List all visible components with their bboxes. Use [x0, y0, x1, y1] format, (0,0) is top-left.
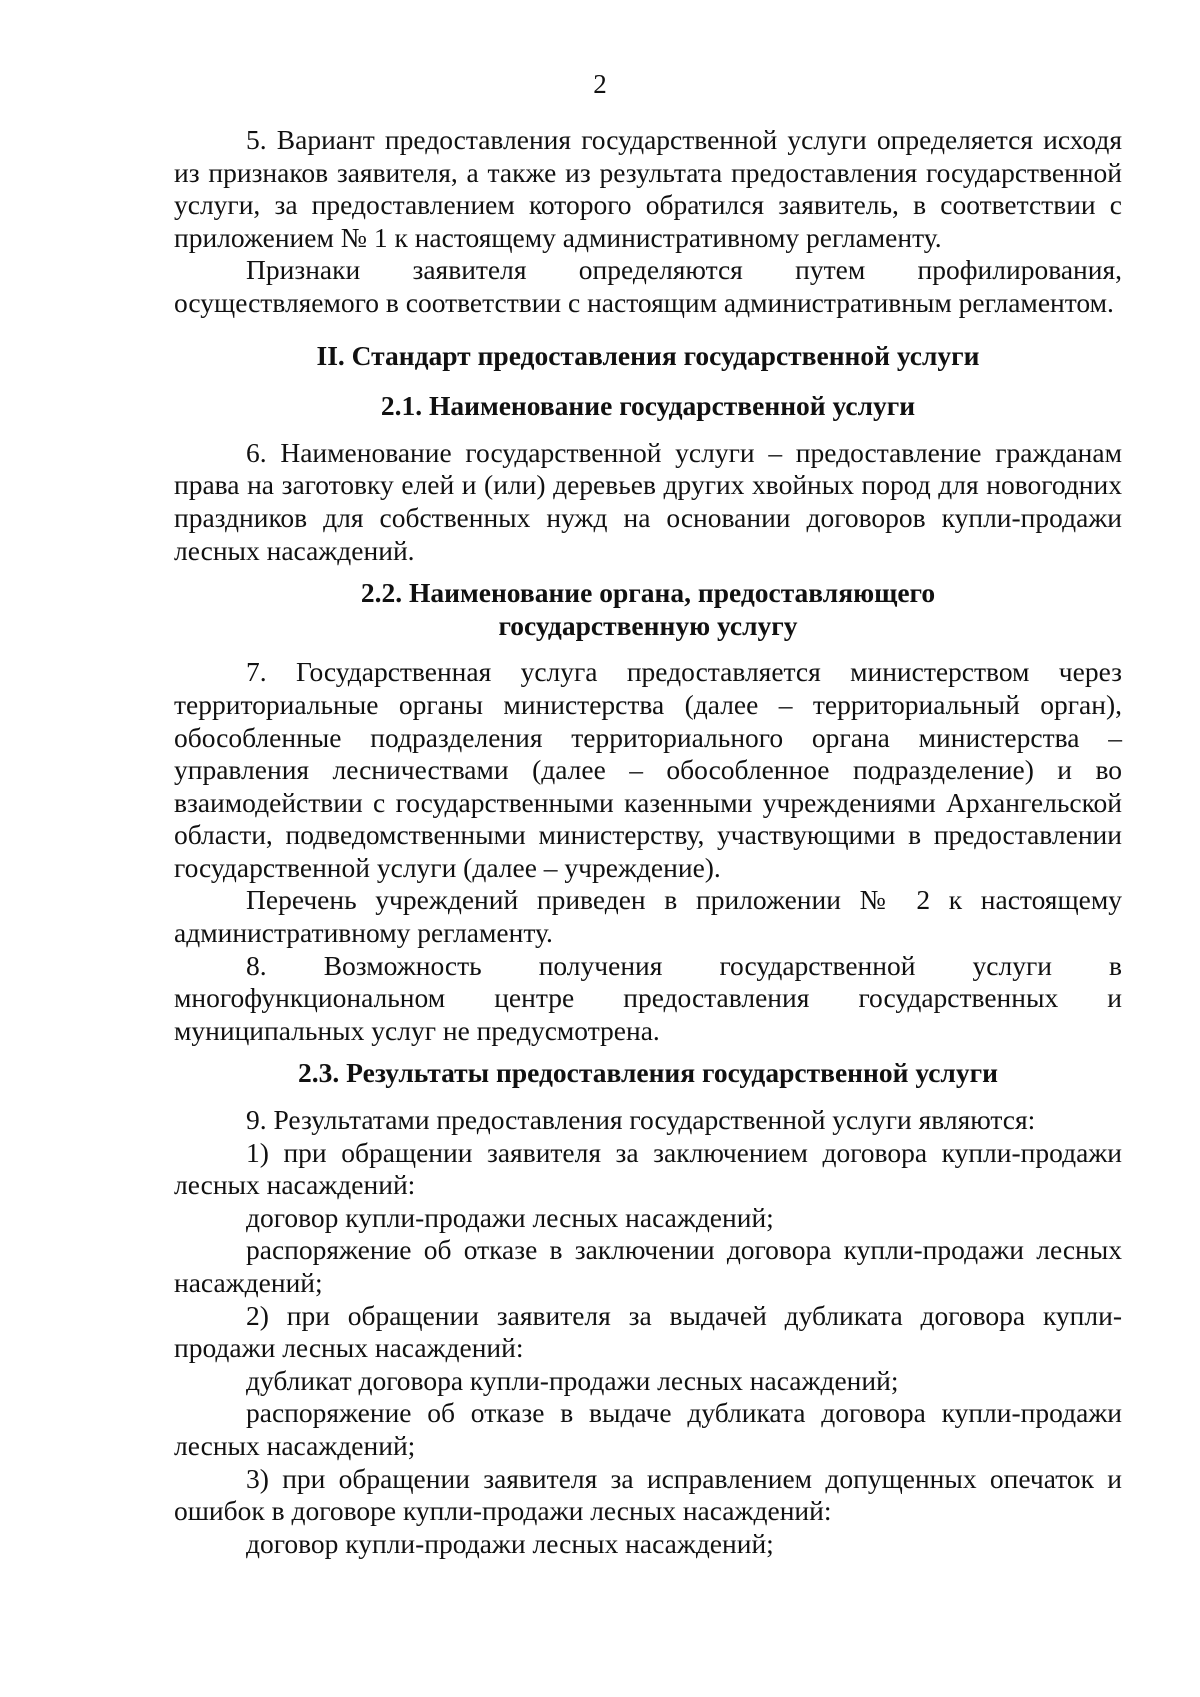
- result-item-2-duplicate: дубликат договора купли-продажи лесных насаждений;: [246, 1364, 899, 1396]
- section-2-2-heading-line2: государственную услугу: [498, 609, 798, 641]
- paragraph-institutions-list: Перечень учреждений приведен в приложении № 2 к настоящему административному регламенту.: [174, 884, 1122, 949]
- result-item-1-refusal: распоряжение об отказе в заключении договора купли-продажи лесных насаждений;: [174, 1234, 1122, 1298]
- section-ii-heading: II. Стандарт предоставления государственной услуги: [316, 339, 980, 371]
- section-2-3-heading: 2.3. Результаты предоставления государственной услуги: [298, 1057, 998, 1089]
- paragraph-6: 6. Наименование государственной услуги – предоставление гражданам права на заготовку елей и (или) деревьев других хвойных пород для новогодних праздников для собственных нужд на основании договоров купли-продажи лесных насаждений.: [174, 436, 1122, 566]
- result-item-2: 2) при обращении заявителя за выдачей дубликата договора купли-продажи лесных насаждений:: [174, 1299, 1122, 1364]
- document-body: [174, 124, 1122, 1560]
- paragraph-9: 9. Результатами предоставления государственной услуги являются:: [246, 1104, 1036, 1136]
- paragraph-7: 7. Государственная услуга предоставляется министерством через территориальные органы министерства (далее – территориальный орган), обособленные подразделения территориального органа министерства – управления лесничествами (далее – обособленное подразделение) и во взаимодействии с государственными казенными учреждениями Архангельской области, подведомственными министерству, участвующими в предоставлении государственной услуги (далее – учреждение).: [174, 656, 1122, 883]
- result-item-3: 3) при обращении заявителя за исправлением допущенных опечаток и ошибок в договоре купли-продажи лесных насаждений:: [174, 1462, 1122, 1527]
- paragraph-applicant-signs: Признаки заявителя определяются путем профилирования, осуществляемого в соответствии с настоящим административным регламентом.: [174, 254, 1122, 318]
- paragraph-5: 5. Вариант предоставления государственной услуги определяется исходя из признаков заявителя, а также из результата предоставления государственной услуги, за предоставлением которого обратился заявитель, в соответствии с приложением № 1 к настоящему административному регламенту.: [174, 124, 1122, 253]
- paragraph-8: 8. Возможность получения государственной услуги в многофункциональном центре предоставления государственных и муниципальных услуг не предусмотрена.: [174, 949, 1122, 1046]
- section-2-1-heading: 2.1. Наименование государственной услуги: [380, 390, 916, 422]
- result-item-1-contract: договор купли-продажи лесных насаждений;: [246, 1201, 774, 1233]
- page-number: 2: [593, 69, 607, 99]
- result-item-3-contract: договор купли-продажи лесных насаждений;: [246, 1527, 774, 1559]
- section-2-2-heading-line1: 2.2. Наименование органа, предоставляющего: [360, 577, 936, 609]
- result-item-1: 1) при обращении заявителя за заключением договора купли-продажи лесных насаждений:: [174, 1136, 1122, 1201]
- section-2-2-heading: [174, 577, 1122, 642]
- result-item-2-refusal: распоряжение об отказе в выдаче дубликата договора купли-продажи лесных насаждений;: [174, 1397, 1122, 1461]
